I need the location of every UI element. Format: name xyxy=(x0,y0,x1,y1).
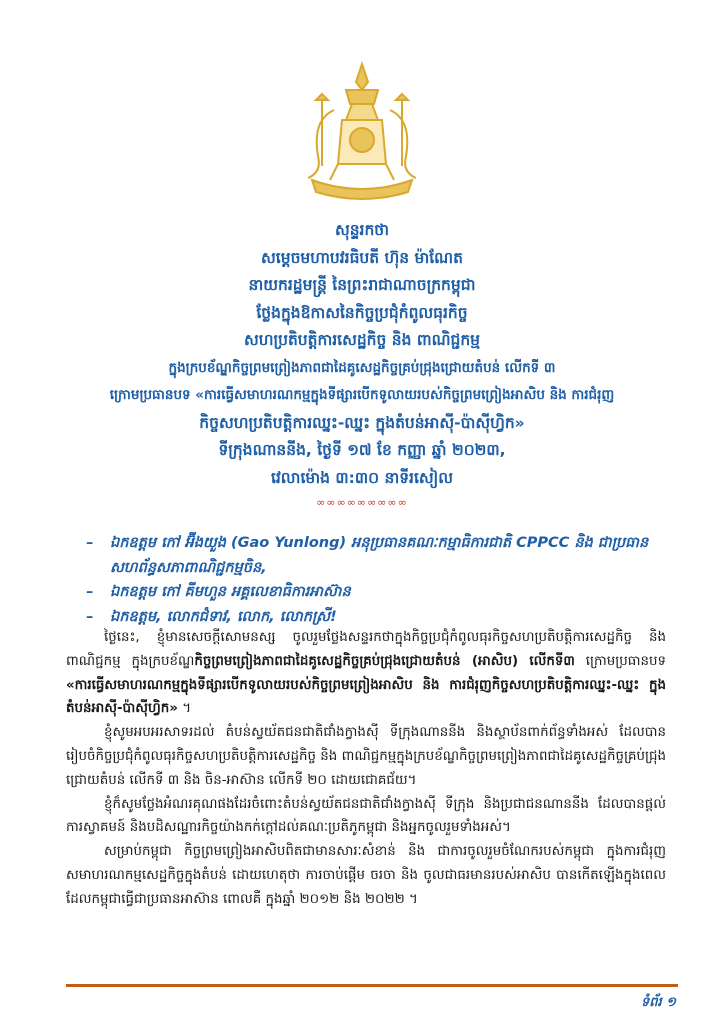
place-date: ទីក្រុងណាននីង, ថ្ងៃទី ១៧ ខែ កញ្ញា ឆ្នាំ ២០២៣, xyxy=(218,441,506,459)
footer-rule xyxy=(66,984,678,987)
ornament-divider: ∞∞∞∞∞∞∞∞∞ xyxy=(316,496,408,509)
time-line: វេលាម៉ោង ៣:៣០ នាទីរសៀល xyxy=(270,468,454,487)
speaker-position: នាយករដ្ឋមន្ត្រី នៃព្រះរាជាណាចក្រកម្ពុជា xyxy=(248,276,476,294)
speech-title: សុន្ទរកថា xyxy=(334,221,390,239)
paragraph: សម្រាប់កម្ពុជា កិច្ចព្រមព្រៀងអាសិបពិតជាមានសារៈសំខាន់ និង ជាការចូលរួមចំណែករបស់កម្ពុជា ក្នុងការជំរុញសមាហរណកម្មសេដ្ឋកិច្ចក្នុងតំបន់ ដោយហេតុថា ការចាប់ផ្ដើម ចរចា និង ចូលជាធរមានរបស់អាសិប បានកើតឡើងក្នុងពេលដែលកម្ពុជាធ្វើជាប្រធានអាស៊ាន ពោលគឺ ក្នុងឆ្នាំ ២០១២ និង ២០២២ ។ xyxy=(66,844,666,907)
salutations-list xyxy=(86,531,680,629)
paragraph: ខ្ញុំក៏សូមថ្លែងអំណរគុណផងដែរចំពោះតំបន់ស្វយ័តជនជាតិជាំងក្វាងស៊ី ទីក្រុង និងប្រជាជនណាននីង ដែលបានផ្ដល់ការស្វាគមន៍ និងបដិសណ្ឋារកិច្ចយ៉ាងកក់ក្ដៅដល់គណៈប្រតិភូកម្ពុជា និងអ្នកចូលរួមទាំងអស់។ xyxy=(66,796,666,836)
page-number: ទំព័រ ១ xyxy=(641,995,676,1010)
speech-body xyxy=(66,626,666,912)
speech-header xyxy=(40,217,684,512)
salutation-item: – ឯកឧត្តម, លោកជំទាវ, លោក, លោកស្រី! xyxy=(86,608,337,625)
theme-line: ក្រោមប្រធានបទ «ការធ្វើសមាហរណកម្មក្នុងទីផ្សារបើកទូលាយរបស់កិច្ចព្រមព្រៀងអាសិប និង ការជំរុញ xyxy=(109,387,615,403)
salutation-item: – ឯកឧត្តម កៅ អ៊ីងយួង (Gao Yunlong) អនុប្រធានគណៈកម្មាធិការជាតិ CPPCC និង ជាប្រធាន សហព័ន្ធសភាពាណិជ្ជកម្មចិន, xyxy=(86,535,649,576)
paragraph: ថ្ងៃនេះ, ខ្ញុំមានសេចក្ដីសោមនស្ស ចូលរួមថ្លែងសន្ទរកថាក្នុងកិច្ចប្រជុំកំពូលធុរកិច្ចសហប្រតិបត្តិការសេដ្ឋកិច្ច និងពាណិជ្ជកម្ម ក្នុងក្របខ័ណ្ឌកិច្ចព្រមព្រៀងភាពជាដៃគូសេដ្ឋកិច្ចគ្រប់ជ្រុងជ្រោយតំបន់ (អាសិប) លើកទី៣ ក្រោមប្រធានបទ «ការធ្វើសមាហរណកម្មក្នុងទីផ្សារបើកទូលាយរបស់កិច្ចព្រមព្រៀងអាសិប និង ការជំរុញកិច្ចសហប្រតិបត្តិការឈ្នះ-ឈ្នះ ក្នុងតំបន់អាស៊ី-ប៉ាស៊ីហ្វិក» ។ xyxy=(66,630,667,717)
royal-coat-of-arms-emblem xyxy=(282,60,442,210)
paragraph: ខ្ញុំសូមអបអរសាទរដល់ តំបន់ស្វយ័តជនជាតិជាំងក្វាងស៊ី ទីក្រុងណាននីង និងស្ថាប័នពាក់ព័ន្ធទាំងអស់ ដែលបានរៀបចំកិច្ចប្រជុំកំពូលធុរកិច្ចសហប្រតិបត្តិការសេដ្ឋកិច្ច និង ពាណិជ្ជកម្មក្នុងក្របខ័ណ្ឌកិច្ចព្រមព្រៀងភាពជាដៃគូសេដ្ឋកិច្ចគ្រប់ជ្រុងជ្រោយតំបន់ លើកទី ៣ និង ចិន-អាស៊ាន លើកទី ២០ ដោយជោគជ័យ។ xyxy=(66,725,666,788)
salutation-item: – ឯកឧត្តម កៅ គីមហួន អគ្គលេខាធិការអាស៊ាន xyxy=(86,584,351,600)
occasion-line: ថ្លែងក្នុងឱកាសនៃកិច្ចប្រជុំកំពូលធុរកិច្ច xyxy=(256,303,468,322)
event-line: សហប្រតិបត្តិការសេដ្ឋកិច្ច និង ពាណិជ្ជកម្ម xyxy=(243,331,481,349)
framework-line: ក្នុងក្របខ័ណ្ឌកិច្ចព្រមព្រៀងភាពជាដៃគូសេដ្ឋកិច្ចគ្រប់ជ្រុងជ្រោយតំបន់ លើកទី ៣ xyxy=(168,359,556,376)
speaker-name: សម្ដេចមហាបវរធិបតី ហ៊ុន ម៉ាណែត xyxy=(261,248,463,267)
theme-continuation: កិច្ចសហប្រតិបត្តិការឈ្នះ-ឈ្នះ ក្នុងតំបន់អាស៊ី-ប៉ាស៊ីហ្វិក» xyxy=(199,413,525,432)
